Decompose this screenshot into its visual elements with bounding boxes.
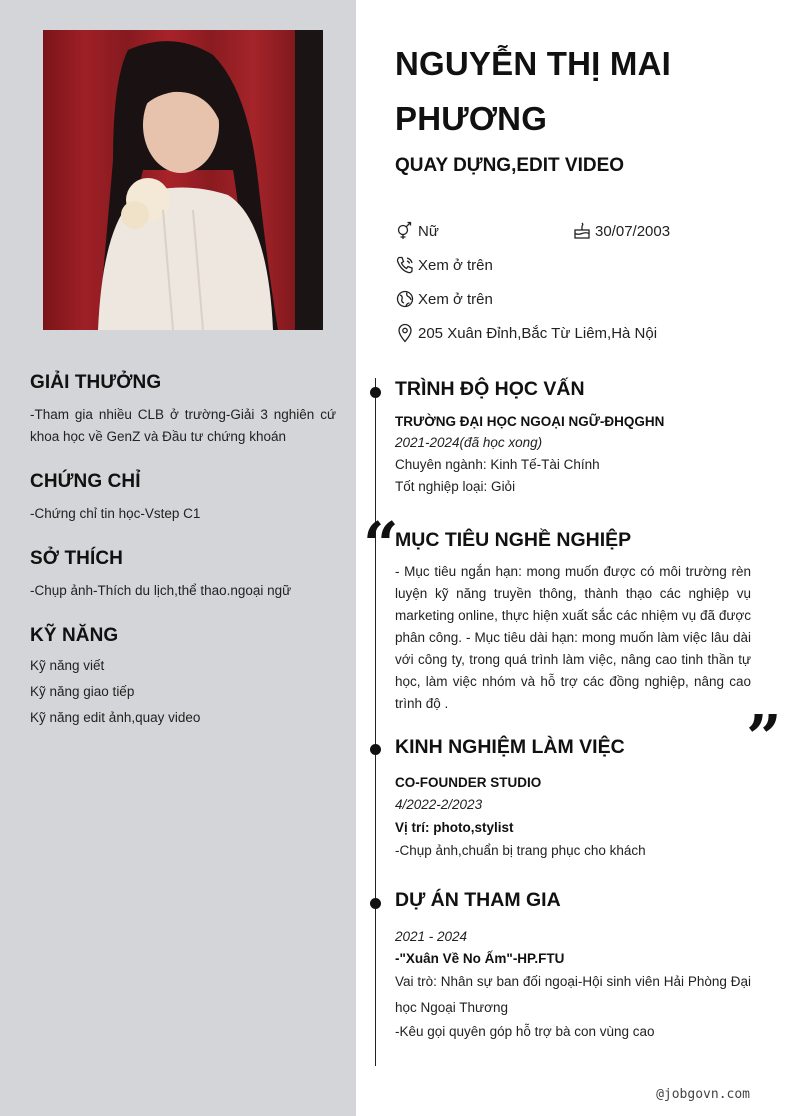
- timeline-dot: [370, 387, 381, 398]
- awards-section: [30, 372, 336, 448]
- projects-period: 2021 - 2024: [395, 929, 468, 944]
- certificates-text: -Chứng chỉ tin học-Vstep C1: [30, 506, 201, 521]
- website-value: Xem ở trên: [418, 290, 493, 308]
- certificates-section: [30, 471, 336, 525]
- experience-description: -Chụp ảnh,chuẩn bị trang phục cho khách: [395, 843, 646, 858]
- website-row: [395, 289, 493, 309]
- awards-title: GIẢI THƯỞNG: [30, 372, 162, 393]
- candidate-name: NGUYỄN THỊ MAI PHƯƠNG: [395, 45, 671, 137]
- quote-open-icon: “: [363, 508, 399, 581]
- skill-item: Kỹ năng edit ảnh,quay video: [30, 710, 201, 725]
- projects-section: [395, 889, 751, 1039]
- quote-close-icon: ”: [746, 701, 782, 774]
- certificates-title: CHỨNG CHỈ: [30, 471, 141, 492]
- experience-company: CO-FOUNDER STUDIO: [395, 775, 542, 790]
- experience-section: [395, 736, 751, 858]
- projects-extra: -Kêu gọi quyên góp hỗ trợ bà con vùng cao: [395, 1024, 655, 1039]
- experience-title: KINH NGHIỆM LÀM VIỆC: [395, 736, 625, 758]
- hobbies-title: SỞ THÍCH: [30, 548, 124, 569]
- experience-period: 4/2022-2/2023: [395, 797, 483, 812]
- objective-text: - Mục tiêu ngắn hạn: mong muốn được có môi trường rèn luyện kỹ năng truyền thông, thành thạo các nghiệp vụ marketing online, thực hiện xuất sắc các nhiệm vụ đã được phân công. - Mục tiêu dài hạn: mong muốn làm việc lâu dài với công ty, trong quá trình làm việc, nâng cao tinh thần tự học, làm việc nhóm và hỗ trợ các đồng nghiệp, nâng cao trình độ .: [395, 564, 751, 711]
- location-pin-icon: [395, 323, 415, 343]
- phone-icon: [395, 255, 415, 275]
- gender-row: [395, 221, 439, 241]
- job-title: QUAY DỰNG,EDIT VIDEO: [395, 155, 625, 176]
- timeline-line: [375, 378, 376, 1066]
- birthday-row: [572, 221, 670, 241]
- education-title: TRÌNH ĐỘ HỌC VẤN: [395, 378, 585, 400]
- objective-section: [395, 529, 751, 715]
- education-school: TRƯỜNG ĐẠI HỌC NGOẠI NGỮ-ĐHQGHN: [395, 414, 665, 429]
- sidebar: [0, 0, 356, 1116]
- skills-list: [30, 653, 336, 731]
- globe-icon: [395, 289, 415, 309]
- birthday-value: 30/07/2003: [595, 222, 671, 240]
- education-section: [395, 378, 751, 494]
- objective-title: MỤC TIÊU NGHỀ NGHIỆP: [395, 529, 632, 551]
- hobbies-text: -Chụp ảnh-Thích du lịch,thể thao.ngoại ngữ: [30, 583, 292, 598]
- hobbies-section: [30, 548, 336, 602]
- awards-text: -Tham gia nhiều CLB ở trường-Giải 3 nghiên cứ khoa học về GenZ và Đầu tư chứng khoán: [30, 407, 336, 444]
- gender-icon: [395, 221, 415, 241]
- skill-item: Kỹ năng giao tiếp: [30, 684, 135, 699]
- projects-title: DỰ ÁN THAM GIA: [395, 889, 561, 911]
- profile-photo: [43, 30, 323, 330]
- phone-value: Xem ở trên: [418, 256, 493, 274]
- experience-position: Vị trí: photo,stylist: [395, 820, 514, 835]
- education-major: Chuyên ngành: Kinh Tế-Tài Chính: [395, 457, 600, 472]
- address-value: 205 Xuân Đỉnh,Bắc Từ Liêm,Hà Nội: [418, 324, 658, 342]
- skill-item: Kỹ năng viết: [30, 658, 105, 673]
- timeline-dot: [370, 898, 381, 909]
- education-grade: Tốt nghiệp loại: Giỏi: [395, 479, 516, 494]
- projects-name: -"Xuân Về No Ấm"-HP.FTU: [395, 951, 565, 966]
- timeline-dot: [370, 744, 381, 755]
- watermark: @jobgovn.com: [656, 1087, 750, 1102]
- gender-value: Nữ: [418, 222, 439, 240]
- skills-title: KỸ NĂNG: [30, 625, 119, 646]
- phone-row: [395, 255, 493, 275]
- skills-section: [30, 625, 336, 731]
- cake-icon: [572, 221, 592, 241]
- address-row: [395, 323, 657, 343]
- projects-role: Vai trò: Nhân sự ban đối ngoại-Hội sinh viên Hải Phòng Đại học Ngoại Thương: [395, 974, 751, 1015]
- education-period: 2021-2024(đã học xong): [395, 435, 543, 450]
